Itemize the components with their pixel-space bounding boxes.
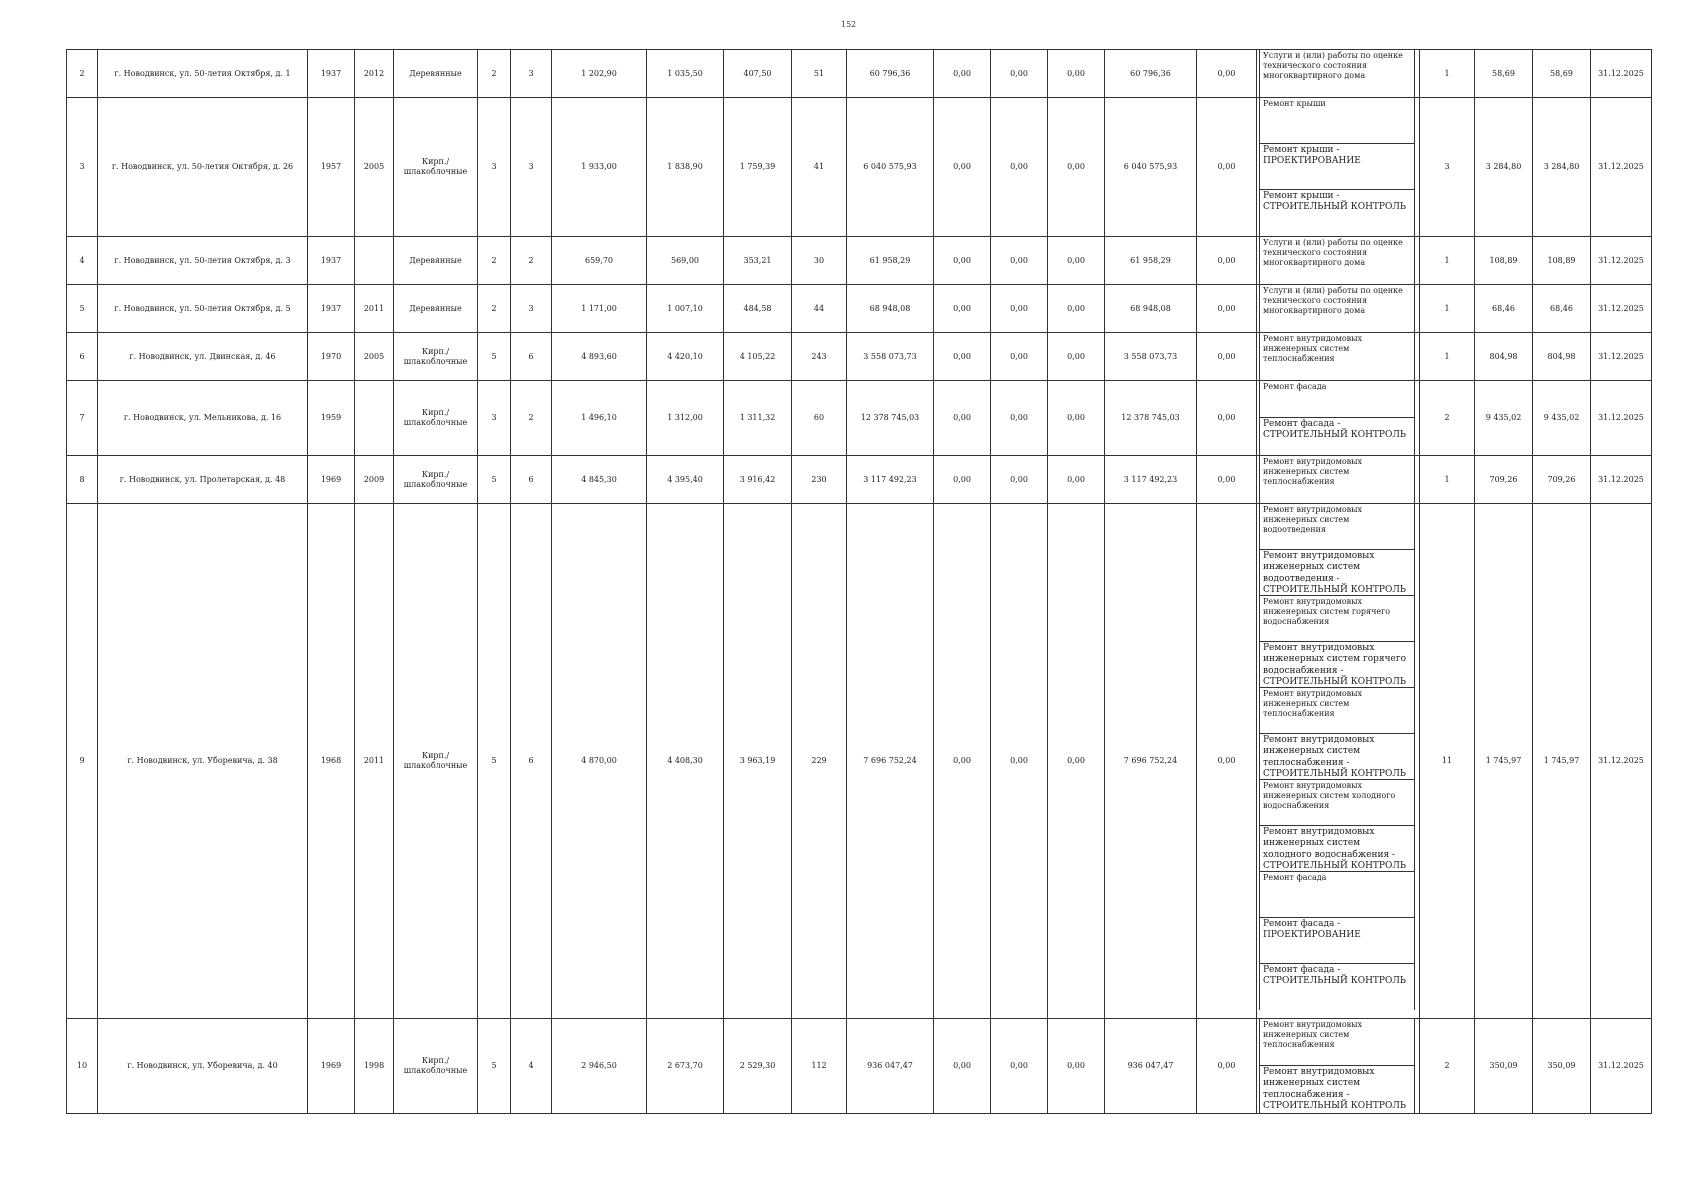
page-number: 152: [840, 20, 857, 29]
premises-area-cell: 569,00: [647, 237, 724, 285]
total-area-cell: 2 946,50: [552, 1019, 647, 1114]
year-last-repair-cell: 1998: [355, 1019, 394, 1114]
work-item: Услуги и (или) работы по оценке технического состояния многоквартирного дома: [1259, 285, 1415, 332]
table-row: [67, 285, 1652, 333]
row-number: 10: [67, 1019, 98, 1114]
cost-local-cell: 0,00: [1048, 237, 1105, 285]
year-last-repair-cell: 2011: [355, 285, 394, 333]
row-number: 5: [67, 285, 98, 333]
wall-material-cell: Кирп./шлакоблочные: [394, 504, 478, 1019]
cost-federal-cell: 0,00: [934, 98, 991, 237]
row-number: 2: [67, 50, 98, 98]
row-number: 3: [67, 98, 98, 237]
address-cell: г. Новодвинск, ул. 50-летия Октября, д. 26: [98, 98, 308, 237]
residents-cell: 229: [792, 504, 847, 1019]
year-last-repair-cell: [355, 381, 394, 456]
cost-federal-cell: 0,00: [934, 504, 991, 1019]
work-item: Ремонт внутридомовых инженерных систем холодного водоснабжения: [1259, 780, 1415, 826]
table-row: [67, 50, 1652, 98]
cost-total-cell: 3 117 492,23: [847, 456, 934, 504]
works-cell: [1257, 333, 1420, 381]
premises-area-cell: 1 007,10: [647, 285, 724, 333]
cost-other-cell: 0,00: [1197, 381, 1257, 456]
address-cell: г. Новодвинск, ул. 50-летия Октября, д. 5: [98, 285, 308, 333]
floors-cell: 2: [478, 50, 511, 98]
entrances-cell: 3: [511, 98, 552, 237]
row-number: 6: [67, 333, 98, 381]
residents-cell: 44: [792, 285, 847, 333]
table-row: [67, 456, 1652, 504]
entrances-cell: 2: [511, 237, 552, 285]
deadline-cell: 31.12.2025: [1591, 1019, 1652, 1114]
work-item: Ремонт крыши - ПРОЕКТИРОВАНИЕ: [1259, 144, 1415, 190]
wall-material-cell: Кирп./шлакоблочные: [394, 456, 478, 504]
unit-cost-cell: 804,98: [1475, 333, 1533, 381]
deadline-cell: 31.12.2025: [1591, 237, 1652, 285]
cost-owners-cell: 6 040 575,93: [1105, 98, 1197, 237]
cost-total-cell: 61 958,29: [847, 237, 934, 285]
cost-local-cell: 0,00: [1048, 333, 1105, 381]
cost-other-cell: 0,00: [1197, 456, 1257, 504]
residential-area-cell: 3 963,19: [724, 504, 792, 1019]
address-cell: г. Новодвинск, ул. Уборевича, д. 40: [98, 1019, 308, 1114]
work-item: Ремонт внутридомовых инженерных систем водоотведения: [1259, 504, 1415, 550]
entrances-cell: 2: [511, 381, 552, 456]
cost-other-cell: 0,00: [1197, 333, 1257, 381]
premises-area-cell: 1 838,90: [647, 98, 724, 237]
residents-cell: 60: [792, 381, 847, 456]
wall-material-cell: Кирп./шлакоблочные: [394, 333, 478, 381]
works-cell: [1257, 285, 1420, 333]
works-count-cell: 11: [1420, 504, 1475, 1019]
address-cell: г. Новодвинск, ул. Уборевича, д. 38: [98, 504, 308, 1019]
unit-cost-limit-cell: 1 745,97: [1533, 504, 1591, 1019]
work-item: Ремонт внутридомовых инженерных систем горячего водоснабжения - СТРОИТЕЛЬНЫЙ КОНТРОЛЬ: [1259, 642, 1415, 688]
year-last-repair-cell: [355, 237, 394, 285]
residential-area-cell: 484,58: [724, 285, 792, 333]
works-count-cell: 1: [1420, 456, 1475, 504]
works-count-cell: 1: [1420, 285, 1475, 333]
residents-cell: 41: [792, 98, 847, 237]
cost-owners-cell: 7 696 752,24: [1105, 504, 1197, 1019]
cost-federal-cell: 0,00: [934, 285, 991, 333]
premises-area-cell: 4 420,10: [647, 333, 724, 381]
work-item: Ремонт внутридомовых инженерных систем холодного водоснабжения - СТРОИТЕЛЬНЫЙ КОНТРОЛЬ: [1259, 826, 1415, 872]
cost-federal-cell: 0,00: [934, 333, 991, 381]
residents-cell: 112: [792, 1019, 847, 1114]
work-item: Ремонт внутридомовых инженерных систем теплоснабжения: [1259, 333, 1415, 380]
cost-federal-cell: 0,00: [934, 50, 991, 98]
year-built-cell: 1937: [308, 237, 355, 285]
wall-material-cell: Деревянные: [394, 50, 478, 98]
floors-cell: 5: [478, 504, 511, 1019]
works-cell: [1257, 504, 1420, 1019]
cost-regional-cell: 0,00: [991, 456, 1048, 504]
cost-local-cell: 0,00: [1048, 98, 1105, 237]
work-item: Ремонт фасада - СТРОИТЕЛЬНЫЙ КОНТРОЛЬ: [1259, 418, 1415, 455]
total-area-cell: 659,70: [552, 237, 647, 285]
works-cell: [1257, 237, 1420, 285]
work-item: Ремонт внутридомовых инженерных систем теплоснабжения: [1259, 456, 1415, 503]
work-item: Ремонт фасада: [1259, 872, 1415, 918]
year-built-cell: 1957: [308, 98, 355, 237]
work-item: Ремонт внутридомовых инженерных систем теплоснабжения - СТРОИТЕЛЬНЫЙ КОНТРОЛЬ: [1259, 1066, 1415, 1113]
year-built-cell: 1937: [308, 50, 355, 98]
cost-regional-cell: 0,00: [991, 1019, 1048, 1114]
work-item: Ремонт внутридомовых инженерных систем теплоснабжения - СТРОИТЕЛЬНЫЙ КОНТРОЛЬ: [1259, 734, 1415, 780]
year-built-cell: 1937: [308, 285, 355, 333]
floors-cell: 3: [478, 381, 511, 456]
unit-cost-limit-cell: 58,69: [1533, 50, 1591, 98]
wall-material-cell: Деревянные: [394, 237, 478, 285]
unit-cost-limit-cell: 709,26: [1533, 456, 1591, 504]
residential-area-cell: 353,21: [724, 237, 792, 285]
cost-local-cell: 0,00: [1048, 456, 1105, 504]
unit-cost-cell: 709,26: [1475, 456, 1533, 504]
total-area-cell: 1 496,10: [552, 381, 647, 456]
row-number: 8: [67, 456, 98, 504]
floors-cell: 3: [478, 98, 511, 237]
works-count-cell: 2: [1420, 381, 1475, 456]
entrances-cell: 6: [511, 333, 552, 381]
work-item: Услуги и (или) работы по оценке технического состояния многоквартирного дома: [1259, 50, 1415, 97]
address-cell: г. Новодвинск, ул. 50-летия Октября, д. 1: [98, 50, 308, 98]
year-last-repair-cell: 2005: [355, 98, 394, 237]
year-built-cell: 1970: [308, 333, 355, 381]
works-cell: [1257, 381, 1420, 456]
works-count-cell: 1: [1420, 333, 1475, 381]
work-item: Ремонт крыши: [1259, 98, 1415, 144]
cost-owners-cell: 3 117 492,23: [1105, 456, 1197, 504]
table-row: [67, 333, 1652, 381]
unit-cost-cell: 68,46: [1475, 285, 1533, 333]
residents-cell: 51: [792, 50, 847, 98]
cost-regional-cell: 0,00: [991, 50, 1048, 98]
cost-total-cell: 936 047,47: [847, 1019, 934, 1114]
cost-local-cell: 0,00: [1048, 381, 1105, 456]
table-row: [67, 381, 1652, 456]
work-item: Ремонт фасада: [1259, 381, 1415, 418]
residential-area-cell: 4 105,22: [724, 333, 792, 381]
year-built-cell: 1969: [308, 456, 355, 504]
cost-total-cell: 7 696 752,24: [847, 504, 934, 1019]
cost-total-cell: 12 378 745,03: [847, 381, 934, 456]
cost-local-cell: 0,00: [1048, 50, 1105, 98]
unit-cost-limit-cell: 804,98: [1533, 333, 1591, 381]
cost-regional-cell: 0,00: [991, 237, 1048, 285]
unit-cost-cell: 108,89: [1475, 237, 1533, 285]
works-count-cell: 2: [1420, 1019, 1475, 1114]
total-area-cell: 4 893,60: [552, 333, 647, 381]
address-cell: г. Новодвинск, ул. 50-летия Октября, д. 3: [98, 237, 308, 285]
cost-owners-cell: 3 558 073,73: [1105, 333, 1197, 381]
year-built-cell: 1959: [308, 381, 355, 456]
wall-material-cell: Кирп./шлакоблочные: [394, 1019, 478, 1114]
year-built-cell: 1968: [308, 504, 355, 1019]
table-row: [67, 237, 1652, 285]
work-item: Ремонт фасада - ПРОЕКТИРОВАНИЕ: [1259, 918, 1415, 964]
year-last-repair-cell: 2011: [355, 504, 394, 1019]
floors-cell: 5: [478, 333, 511, 381]
row-number: 9: [67, 504, 98, 1019]
total-area-cell: 4 870,00: [552, 504, 647, 1019]
unit-cost-cell: 350,09: [1475, 1019, 1533, 1114]
cost-local-cell: 0,00: [1048, 504, 1105, 1019]
floors-cell: 2: [478, 285, 511, 333]
premises-area-cell: 1 312,00: [647, 381, 724, 456]
address-cell: г. Новодвинск, ул. Двинская, д. 46: [98, 333, 308, 381]
unit-cost-limit-cell: 108,89: [1533, 237, 1591, 285]
cost-regional-cell: 0,00: [991, 333, 1048, 381]
cost-regional-cell: 0,00: [991, 381, 1048, 456]
works-cell: [1257, 98, 1420, 237]
cost-regional-cell: 0,00: [991, 285, 1048, 333]
year-last-repair-cell: 2005: [355, 333, 394, 381]
works-cell: [1257, 1019, 1420, 1114]
entrances-cell: 6: [511, 504, 552, 1019]
table-row: [67, 1019, 1652, 1114]
works-count-cell: 3: [1420, 98, 1475, 237]
cost-owners-cell: 60 796,36: [1105, 50, 1197, 98]
premises-area-cell: 4 408,30: [647, 504, 724, 1019]
unit-cost-cell: 58,69: [1475, 50, 1533, 98]
cost-other-cell: 0,00: [1197, 504, 1257, 1019]
cost-owners-cell: 936 047,47: [1105, 1019, 1197, 1114]
works-cell: [1257, 50, 1420, 98]
cost-other-cell: 0,00: [1197, 50, 1257, 98]
cost-regional-cell: 0,00: [991, 504, 1048, 1019]
floors-cell: 5: [478, 456, 511, 504]
cost-local-cell: 0,00: [1048, 285, 1105, 333]
deadline-cell: 31.12.2025: [1591, 381, 1652, 456]
total-area-cell: 1 171,00: [552, 285, 647, 333]
premises-area-cell: 2 673,70: [647, 1019, 724, 1114]
works-cell: [1257, 456, 1420, 504]
cost-local-cell: 0,00: [1048, 1019, 1105, 1114]
cost-federal-cell: 0,00: [934, 237, 991, 285]
unit-cost-limit-cell: 350,09: [1533, 1019, 1591, 1114]
deadline-cell: 31.12.2025: [1591, 285, 1652, 333]
work-item: Ремонт фасада - СТРОИТЕЛЬНЫЙ КОНТРОЛЬ: [1259, 964, 1415, 1010]
cost-federal-cell: 0,00: [934, 456, 991, 504]
cost-owners-cell: 61 958,29: [1105, 237, 1197, 285]
residents-cell: 230: [792, 456, 847, 504]
work-item: Ремонт внутридомовых инженерных систем теплоснабжения: [1259, 688, 1415, 734]
cost-other-cell: 0,00: [1197, 237, 1257, 285]
residential-area-cell: 1 759,39: [724, 98, 792, 237]
premises-area-cell: 4 395,40: [647, 456, 724, 504]
entrances-cell: 3: [511, 50, 552, 98]
address-cell: г. Новодвинск, ул. Мельникова, д. 16: [98, 381, 308, 456]
total-area-cell: 1 202,90: [552, 50, 647, 98]
year-built-cell: 1969: [308, 1019, 355, 1114]
table-row: [67, 98, 1652, 237]
unit-cost-cell: 1 745,97: [1475, 504, 1533, 1019]
unit-cost-limit-cell: 3 284,80: [1533, 98, 1591, 237]
deadline-cell: 31.12.2025: [1591, 456, 1652, 504]
address-cell: г. Новодвинск, ул. Пролетарская, д. 48: [98, 456, 308, 504]
work-item: Ремонт внутридомовых инженерных систем теплоснабжения: [1259, 1019, 1415, 1066]
cost-federal-cell: 0,00: [934, 1019, 991, 1114]
deadline-cell: 31.12.2025: [1591, 333, 1652, 381]
unit-cost-limit-cell: 68,46: [1533, 285, 1591, 333]
deadline-cell: 31.12.2025: [1591, 50, 1652, 98]
residents-cell: 30: [792, 237, 847, 285]
unit-cost-limit-cell: 9 435,02: [1533, 381, 1591, 456]
cost-federal-cell: 0,00: [934, 381, 991, 456]
floors-cell: 2: [478, 237, 511, 285]
work-item: Ремонт внутридомовых инженерных систем горячего водоснабжения: [1259, 596, 1415, 642]
work-item: Ремонт внутридомовых инженерных систем водоотведения - СТРОИТЕЛЬНЫЙ КОНТРОЛЬ: [1259, 550, 1415, 596]
work-item: Услуги и (или) работы по оценке технического состояния многоквартирного дома: [1259, 237, 1415, 284]
deadline-cell: 31.12.2025: [1591, 504, 1652, 1019]
works-count-cell: 1: [1420, 50, 1475, 98]
total-area-cell: 4 845,30: [552, 456, 647, 504]
cost-total-cell: 3 558 073,73: [847, 333, 934, 381]
floors-cell: 5: [478, 1019, 511, 1114]
residential-area-cell: 2 529,30: [724, 1019, 792, 1114]
residential-area-cell: 3 916,42: [724, 456, 792, 504]
residential-area-cell: 1 311,32: [724, 381, 792, 456]
cost-total-cell: 60 796,36: [847, 50, 934, 98]
cost-regional-cell: 0,00: [991, 98, 1048, 237]
residential-area-cell: 407,50: [724, 50, 792, 98]
unit-cost-cell: 3 284,80: [1475, 98, 1533, 237]
residents-cell: 243: [792, 333, 847, 381]
deadline-cell: 31.12.2025: [1591, 98, 1652, 237]
cost-total-cell: 68 948,08: [847, 285, 934, 333]
capital-repair-table: [66, 49, 1652, 1114]
cost-other-cell: 0,00: [1197, 98, 1257, 237]
wall-material-cell: Кирп./шлакоблочные: [394, 98, 478, 237]
total-area-cell: 1 933,00: [552, 98, 647, 237]
works-count-cell: 1: [1420, 237, 1475, 285]
cost-other-cell: 0,00: [1197, 285, 1257, 333]
year-last-repair-cell: 2012: [355, 50, 394, 98]
entrances-cell: 6: [511, 456, 552, 504]
row-number: 4: [67, 237, 98, 285]
unit-cost-cell: 9 435,02: [1475, 381, 1533, 456]
row-number: 7: [67, 381, 98, 456]
wall-material-cell: Кирп./шлакоблочные: [394, 381, 478, 456]
entrances-cell: 4: [511, 1019, 552, 1114]
cost-total-cell: 6 040 575,93: [847, 98, 934, 237]
premises-area-cell: 1 035,50: [647, 50, 724, 98]
cost-other-cell: 0,00: [1197, 1019, 1257, 1114]
cost-owners-cell: 68 948,08: [1105, 285, 1197, 333]
entrances-cell: 3: [511, 285, 552, 333]
work-item: Ремонт крыши - СТРОИТЕЛЬНЫЙ КОНТРОЛЬ: [1259, 190, 1415, 236]
table-row: [67, 504, 1652, 1019]
wall-material-cell: Деревянные: [394, 285, 478, 333]
cost-owners-cell: 12 378 745,03: [1105, 381, 1197, 456]
year-last-repair-cell: 2009: [355, 456, 394, 504]
